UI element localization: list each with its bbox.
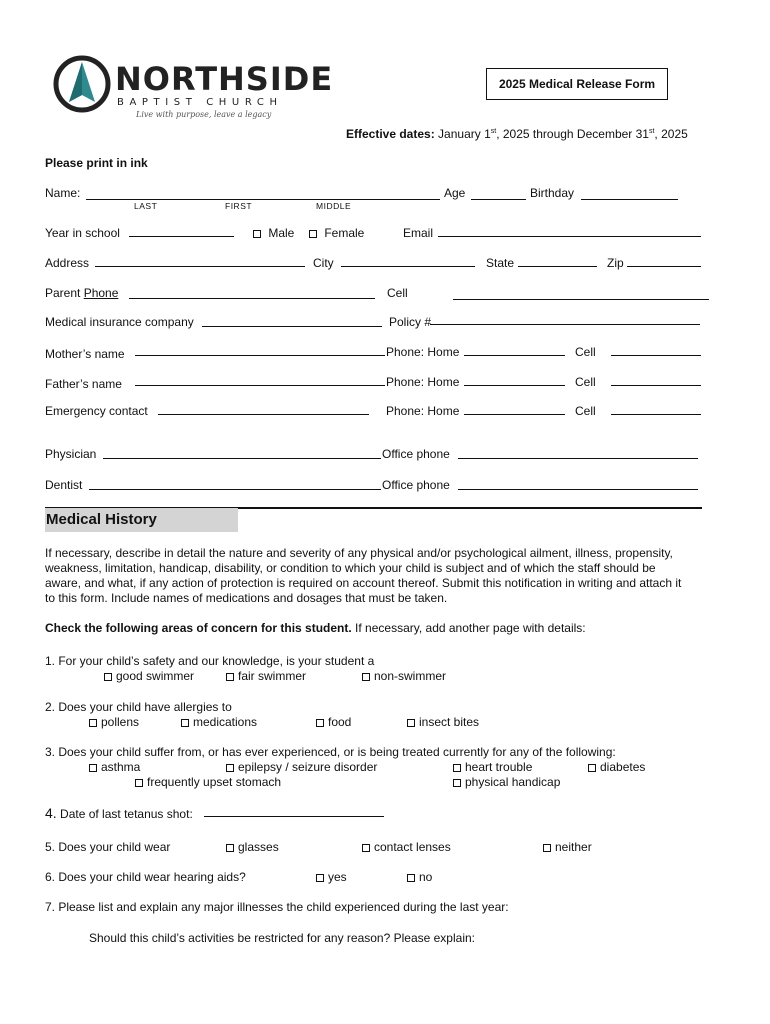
hearing-yes-checkbox[interactable]: [316, 874, 324, 882]
print-instruction: Please print in ink: [45, 156, 148, 170]
medications-label: medications: [193, 715, 258, 729]
male-label: Male: [268, 226, 295, 240]
fair-swimmer-checkbox[interactable]: [226, 673, 234, 681]
physician-label: Physician: [45, 447, 97, 461]
medical-history-heading: Medical History: [45, 508, 238, 532]
insurance-input[interactable]: [202, 326, 382, 327]
father-cell-label: Cell: [575, 375, 596, 389]
instruction-line: aware, and what, if any action of protection is required on account thereof. Submit this notification in writing and attach it: [45, 576, 682, 590]
city-label: City: [313, 256, 334, 270]
female-option[interactable]: [309, 226, 364, 240]
insect-bites-checkbox[interactable]: [407, 719, 415, 727]
email-input[interactable]: [438, 236, 701, 237]
non-swimmer-checkbox[interactable]: [362, 673, 370, 681]
insurance-label: Medical insurance company: [45, 315, 194, 329]
birthday-input[interactable]: [581, 199, 678, 200]
hearing-yes-option[interactable]: [316, 870, 347, 884]
restriction-question: Should this child’s activities be restricted for any reason? Please explain:: [89, 931, 475, 945]
physical-handicap-option[interactable]: [453, 775, 560, 789]
pollens-option[interactable]: [89, 715, 139, 729]
zip-input[interactable]: [627, 266, 701, 267]
contact-lenses-label: contact lenses: [374, 840, 451, 854]
birthday-label: Birthday: [530, 186, 575, 200]
upset-stomach-option[interactable]: [135, 775, 281, 789]
tetanus-date-input[interactable]: [204, 816, 384, 817]
effective-start: January 1: [438, 127, 491, 141]
logo-subtitle: BAPTIST CHURCH: [117, 97, 283, 108]
good-swimmer-option[interactable]: [104, 669, 194, 683]
hearing-no-label: no: [419, 870, 433, 884]
mother-phone-label: Phone: Home: [386, 345, 460, 359]
physician-office-input[interactable]: [458, 458, 698, 459]
effective-end: , 2025: [654, 127, 688, 141]
policy-label: Policy #: [389, 315, 432, 329]
form-title: 2025 Medical Release Form: [486, 68, 668, 100]
glasses-label: glasses: [238, 840, 279, 854]
hearing-yes-label: yes: [328, 870, 347, 884]
epilepsy-checkbox[interactable]: [226, 764, 234, 772]
middle-sublabel: MIDDLE: [316, 201, 352, 211]
female-checkbox[interactable]: [309, 230, 317, 238]
policy-input[interactable]: [430, 324, 700, 325]
physical-handicap-label: physical handicap: [465, 775, 561, 789]
diabetes-option[interactable]: [588, 760, 645, 774]
check-instruction-bold: Check the following areas of concern for this student.: [45, 621, 352, 635]
dentist-label: Dentist: [45, 478, 83, 492]
age-input[interactable]: [471, 199, 526, 200]
contact-lenses-checkbox[interactable]: [362, 844, 370, 852]
heart-trouble-label: heart trouble: [465, 760, 533, 774]
glasses-checkbox[interactable]: [226, 844, 234, 852]
diabetes-checkbox[interactable]: [588, 764, 596, 772]
name-input[interactable]: [86, 199, 440, 200]
physical-handicap-checkbox[interactable]: [453, 779, 461, 787]
emergency-phone-label: Phone: Home: [386, 404, 460, 418]
question-5: 5. Does your child wear: [45, 840, 171, 854]
year-input[interactable]: [129, 236, 234, 237]
mother-cell-label: Cell: [575, 345, 596, 359]
asthma-label: asthma: [101, 760, 141, 774]
epilepsy-label: epilepsy / seizure disorder: [238, 760, 378, 774]
father-phone-label: Phone: Home: [386, 375, 460, 389]
city-input[interactable]: [341, 266, 475, 267]
instruction-line: weakness, limitation, handicap, disability, or condition to which your child is subject and of which the staff should be: [45, 561, 656, 575]
good-swimmer-label: good swimmer: [116, 669, 195, 683]
physician-office-label: Office phone: [382, 447, 450, 461]
year-label: Year in school: [45, 226, 120, 240]
insect-bites-option[interactable]: [407, 715, 479, 729]
neither-option[interactable]: [543, 840, 592, 854]
insect-bites-label: insect bites: [419, 715, 480, 729]
instruction-line: If necessary, describe in detail the nature and severity of any physical and/or psychological ailment, illness, propensity,: [45, 546, 673, 560]
question-6: 6. Does your child wear hearing aids?: [45, 870, 246, 884]
logo-name: NORTHSIDE: [115, 60, 334, 98]
effective-sup1: st: [490, 128, 497, 135]
food-option[interactable]: [316, 715, 351, 729]
logo-tagline: Live with purpose, leave a legacy: [136, 110, 272, 119]
address-label: Address: [45, 256, 90, 270]
instruction-line: to this form. Include names of medications and dosages that must be taken.: [45, 591, 448, 605]
parent-phone-input[interactable]: [129, 298, 375, 299]
father-label: Father’s name: [45, 377, 122, 391]
asthma-checkbox[interactable]: [89, 764, 97, 772]
pollens-checkbox[interactable]: [89, 719, 97, 727]
phone-word: Phone: [83, 286, 119, 300]
medical-instructions: [45, 546, 720, 606]
effective-mid: , 2025 through December 31: [496, 127, 649, 141]
neither-checkbox[interactable]: [543, 844, 551, 852]
hearing-no-option[interactable]: [407, 870, 432, 884]
effective-dates: [346, 127, 688, 141]
emergency-label: Emergency contact: [45, 404, 148, 418]
parent-phone-label: [45, 286, 118, 300]
non-swimmer-label: non-swimmer: [374, 669, 447, 683]
email-label: Email: [403, 226, 434, 240]
good-swimmer-checkbox[interactable]: [104, 673, 112, 681]
question-1: 1. For your child’s safety and our knowledge, is your student a: [45, 654, 375, 668]
last-sublabel: LAST: [134, 201, 158, 211]
question-3: 3. Does your child suffer from, or has ever experienced, or is being treated currently for any of the following:: [45, 745, 616, 759]
mother-input[interactable]: [135, 355, 385, 356]
father-phone-input[interactable]: [464, 385, 565, 386]
medications-option[interactable]: [181, 715, 257, 729]
question-4-number: 4.: [45, 805, 57, 821]
food-checkbox[interactable]: [316, 719, 324, 727]
emergency-cell-input[interactable]: [611, 414, 701, 415]
mother-cell-input[interactable]: [611, 355, 701, 356]
dentist-input[interactable]: [89, 489, 381, 490]
parent-cell-label: Cell: [387, 286, 408, 300]
upset-stomach-checkbox[interactable]: [135, 779, 143, 787]
father-cell-input[interactable]: [611, 385, 701, 386]
question-7: 7. Please list and explain any major illnesses the child experienced during the last year:: [45, 900, 509, 914]
age-label: Age: [444, 186, 466, 200]
dentist-office-input[interactable]: [458, 489, 698, 490]
female-label: Female: [324, 226, 365, 240]
mother-label: Mother’s name: [45, 347, 125, 361]
name-label: Name:: [45, 186, 81, 200]
neither-label: neither: [555, 840, 592, 854]
father-input[interactable]: [135, 385, 385, 386]
pollens-label: pollens: [101, 715, 140, 729]
check-instruction-rest: If necessary, add another page with details:: [351, 621, 586, 635]
asthma-option[interactable]: [89, 760, 140, 774]
logo-emblem-icon: [52, 54, 112, 114]
fair-swimmer-label: fair swimmer: [238, 669, 306, 683]
heart-trouble-checkbox[interactable]: [453, 764, 461, 772]
contact-lenses-option[interactable]: [362, 840, 451, 854]
physician-input[interactable]: [103, 458, 381, 459]
address-input[interactable]: [95, 266, 305, 267]
food-label: food: [328, 715, 352, 729]
dentist-office-label: Office phone: [382, 478, 450, 492]
mother-phone-input[interactable]: [464, 355, 565, 356]
zip-label: Zip: [607, 256, 624, 270]
upset-stomach-label: frequently upset stomach: [147, 775, 282, 789]
fair-swimmer-option[interactable]: [226, 669, 306, 683]
epilepsy-option[interactable]: [226, 760, 377, 774]
parent-word: Parent: [45, 286, 81, 300]
first-sublabel: FIRST: [225, 201, 253, 211]
non-swimmer-option[interactable]: [362, 669, 446, 683]
check-instruction: [45, 621, 586, 635]
male-option[interactable]: [253, 226, 294, 240]
hearing-no-checkbox[interactable]: [407, 874, 415, 882]
effective-sup2: st: [648, 128, 655, 135]
question-4: [45, 805, 193, 821]
emergency-input[interactable]: [158, 414, 369, 415]
emergency-phone-input[interactable]: [464, 414, 565, 415]
medications-checkbox[interactable]: [181, 719, 189, 727]
emergency-cell-label: Cell: [575, 404, 596, 418]
effective-label: Effective dates:: [346, 127, 435, 141]
state-label: State: [486, 256, 515, 270]
heart-trouble-option[interactable]: [453, 760, 532, 774]
diabetes-label: diabetes: [600, 760, 646, 774]
state-input[interactable]: [518, 266, 597, 267]
parent-cell-input[interactable]: [453, 299, 709, 300]
male-checkbox[interactable]: [253, 230, 261, 238]
glasses-option[interactable]: [226, 840, 279, 854]
question-2: 2. Does your child have allergies to: [45, 700, 232, 714]
question-4-text: Date of last tetanus shot:: [60, 807, 193, 821]
